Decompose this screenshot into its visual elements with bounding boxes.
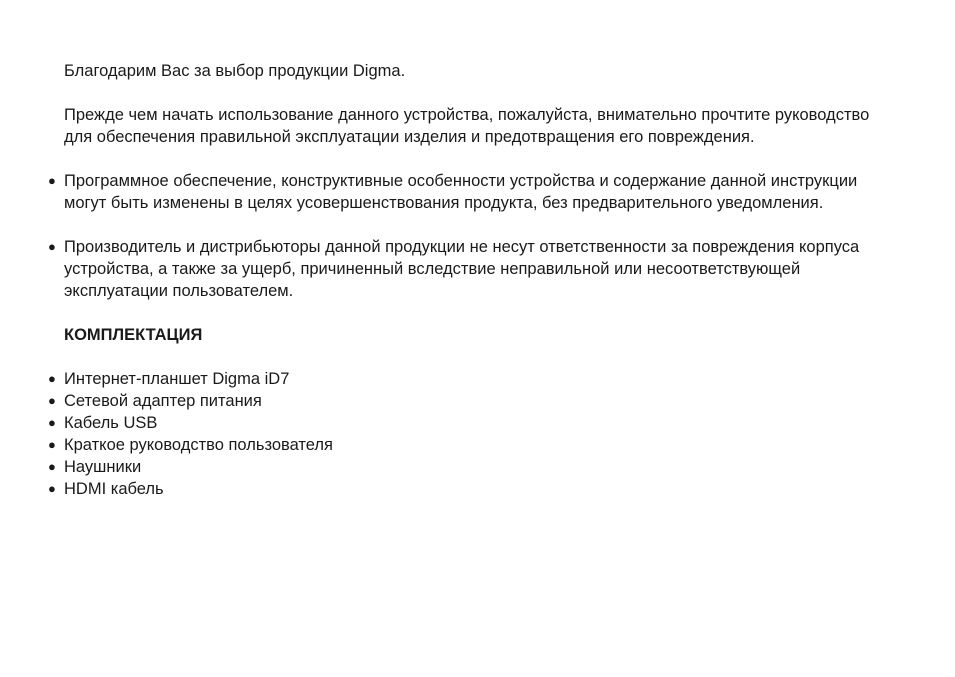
item-text: HDMI кабель [64,480,164,498]
item-text: Краткое руководство пользователя [64,436,333,454]
bullet-icon: ● [48,371,56,386]
manual-page [0,60,955,500]
spacer [0,346,955,368]
bullet-icon: ● [48,437,56,452]
list-item [0,478,955,500]
note-text: Программное обеспечение, конструктивные особенности устройства и содержание данной инструкции могут быть изменены в целях усовершенствования продукта, без предварительного уведомления. [64,172,858,212]
item-text: Интернет-планшет Digma iD7 [64,370,290,388]
bullet-icon: ● [48,481,56,496]
note-text: Производитель и дистрибьюторы данной продукции не несут ответственности за повреждения корпуса устройства, а также за ущерб, причиненный вследствие неправильной или несоответствующей эксплуатации пользователем. [64,238,860,300]
thanks-text: Благодарим Вас за выбор продукции Digma. [64,62,406,80]
contents-heading: КОМПЛЕКТАЦИЯ [64,326,203,344]
bullet-icon: ● [48,239,56,254]
list-item [0,456,955,478]
spacer [0,148,955,170]
bullet-icon: ● [48,415,56,430]
note-liability [0,236,894,302]
item-text: Кабель USB [64,414,158,432]
bullet-icon: ● [48,459,56,474]
list-item [0,412,955,434]
list-item [0,368,955,390]
item-text: Сетевой адаптер питания [64,392,262,410]
note-software-changes [0,170,894,214]
spacer [0,214,955,236]
spacer [0,82,955,104]
list-item [0,434,955,456]
item-text: Наушники [64,458,142,476]
contents-list [0,368,955,500]
bullet-icon: ● [48,173,56,188]
before-use-text: Прежде чем начать использование данного устройства, пожалуйста, внимательно прочтите руководство для обеспечения правильной эксплуатации изделия и предотвращения его повреждения. [64,106,870,146]
bullet-icon: ● [48,393,56,408]
list-item [0,390,955,412]
spacer [0,302,955,324]
